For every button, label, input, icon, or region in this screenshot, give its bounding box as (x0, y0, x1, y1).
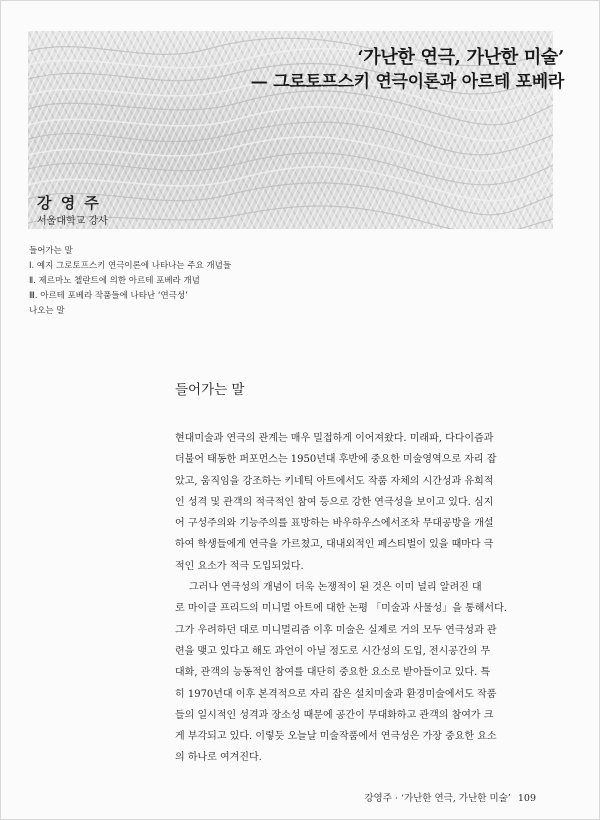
body-line: 련을 맺고 있다고 해도 과언이 아닐 정도로 시간성의 도입, 전시공간의 무 (175, 645, 491, 657)
body-line: 그러나 연극성의 개념이 더욱 논쟁적이 된 것은 이미 널리 알려진 대 (189, 582, 482, 594)
running-title: 강영주 · ‘가난한 연극, 가난한 미술’ (364, 793, 511, 804)
page-number: 109 (517, 793, 536, 804)
body-line: 인 성격 및 관객의 적극적인 참여 등으로 강한 연극성을 보이고 있다. 심지 (175, 496, 494, 508)
article-subtitle: — 그로토프스키 연극이론과 아르테 포베라 (250, 72, 564, 92)
article-body (175, 428, 563, 769)
table-of-contents (29, 244, 231, 319)
body-line: 로 마이클 프리드의 미니멀 아트에 대한 논평 「미술과 사물성」을 통해서다. (175, 603, 507, 615)
toc-item: 나오는 말 (29, 306, 65, 316)
body-line: 그가 우려하던 대로 미니멀리즘 이후 미술은 실제로 거의 모두 연극성과 관 (175, 624, 497, 636)
article-title: ‘가난한 연극, 가난한 미술’ (357, 47, 564, 68)
body-line: 적인 요소가 적극 도입되었다. (175, 560, 304, 572)
body-line: 현대미술과 연극의 관계는 매우 밀접하게 이어져왔다. 미래파, 다다이즘과 (175, 433, 494, 444)
toc-item: Ⅱ. 제르마노 첼란트에 의한 아르테 포베라 개념 (29, 276, 200, 286)
body-line: 히 1970년대 이후 본격적으로 자리 잡은 설치미술과 환경미술에서도 작품 (175, 688, 497, 700)
body-line: 어 구성주의와 기능주의를 표방하는 바우하우스에서조차 무대공방을 개설 (175, 518, 494, 530)
body-line: 게 부각되고 있다. 이렇듯 오늘날 미술작품에서 연극성은 가장 중요한 요소 (175, 731, 497, 743)
body-line: 하여 학생들에게 연극을 가르쳤고, 대내외적인 페스티벌이 있을 때마다 극 (175, 539, 494, 551)
body-line: 대화, 관객의 능동적인 참여를 대단히 중요한 요소로 받아들이고 있다. 특 (175, 667, 491, 679)
section-heading: 들어가는 말 (175, 382, 245, 398)
running-footer (364, 790, 536, 804)
toc-item: 들어가는 말 (29, 246, 73, 256)
body-line: 았고, 움직임을 강조하는 키네틱 아트에서도 작품 자체의 시간성과 유희적 (175, 475, 494, 487)
author-name: 강 영 주 (37, 194, 101, 212)
body-line: 더불어 태동한 퍼포먼스는 1950년대 후반에 중요한 미술영역으로 자리 잡 (175, 454, 497, 466)
body-line: 들의 일시적인 성격과 장소성 때문에 공간이 무대화하고 관객의 참여가 크 (175, 709, 494, 721)
body-line: 의 하나로 여겨진다. (175, 752, 262, 764)
toc-item: Ⅲ. 아르테 포베라 작품들에 나타난 ‘연극성’ (29, 291, 188, 301)
toc-item: Ⅰ. 예지 그로토프스키 연극이론에 나타나는 주요 개념들 (29, 261, 232, 271)
author-affiliation: 서울대학교 강사 (37, 216, 108, 227)
